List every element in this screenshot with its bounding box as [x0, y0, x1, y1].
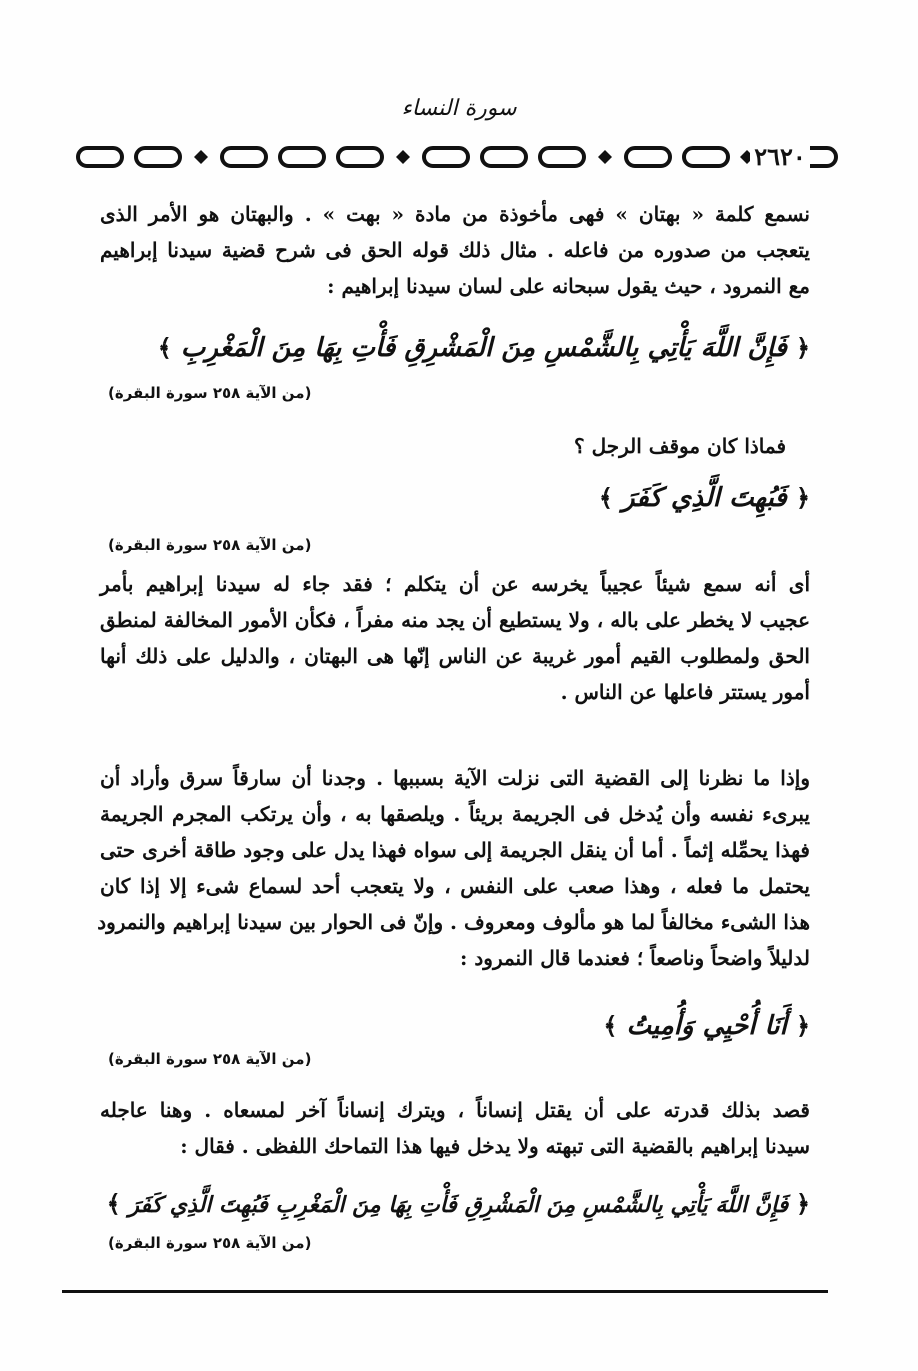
verse-reference: (من الآية ٢٥٨ سورة البقرة)	[108, 384, 312, 402]
text-line: فماذا كان موقف الرجل ؟	[574, 434, 786, 458]
verse-open-bracket: ﴿	[795, 483, 810, 512]
verse-close-bracket: ﴾	[598, 483, 613, 512]
quran-verse-4	[100, 1184, 810, 1225]
verse-close-bracket: ﴾	[106, 1189, 121, 1218]
text-line: لدليلاً واضحاً وناصعاً ؛ فعندما قال النمرود :	[460, 946, 810, 970]
verse-reference: (من الآية ٢٥٨ سورة البقرة)	[108, 536, 312, 554]
verse-reference: (من الآية ٢٥٨ سورة البقرة)	[108, 1234, 312, 1252]
text-line: يبرىء نفسه وأن يُدخل فى الجريمة بريئاً . ويلصقها به ، وأن يرتكب المجرم الجريمة	[100, 802, 810, 826]
paragraph-4	[97, 760, 810, 976]
verse-text: أَنَا أُحْيِي وَأُمِيتُ	[626, 1011, 787, 1041]
footer-divider	[62, 1290, 828, 1293]
text-line: سيدنا إبراهيم بالقضية التى تبهته ولا يدخل فيها هذا التماحك اللفظى . فقال :	[180, 1134, 810, 1158]
verse-reference: (من الآية ٢٥٨ سورة البقرة)	[108, 1050, 312, 1068]
quran-verse-3	[100, 1006, 810, 1046]
verse-close-bracket: ﴾	[157, 333, 172, 362]
verse-text: فَإِنَّ اللَّهَ يَأْتِي بِالشَّمْسِ مِنَ الْمَشْرِقِ فَأْتِ بِهَا مِنَ الْمَغْرِبِ	[180, 333, 787, 363]
text-line: أى أنه سمع شيئاً عجيباً يخرسه عن أن يتكلم ؛ فقد جاء له سيدنا إبراهيم بأمر	[100, 572, 810, 596]
verse-open-bracket: ﴿	[795, 1011, 810, 1040]
text-line: وإذا ما نظرنا إلى القضية التى نزلت الآية بسببها . وجدنا أن سارقاً سرق وأراد أن	[100, 766, 810, 790]
quran-verse-1	[100, 328, 810, 368]
text-line: مع النمرود ، حيث يقول سبحانه على لسان سيدنا إبراهيم :	[327, 274, 810, 298]
verse-open-bracket: ﴿	[795, 1189, 810, 1218]
verse-text: فَإِنَّ اللَّهَ يَأْتِي بِالشَّمْسِ مِنَ الْمَشْرِقِ فَأْتِ بِهَا مِنَ الْمَغْرِبِ فَبُهِتَ الَّذِي كَفَرَ	[128, 1192, 789, 1218]
page-number: ٢٦٢٠	[750, 142, 810, 171]
text-line: هذا الشىء مخالفاً لما هو مألوف ومعروف . وإنّ فى الحوار بين سيدنا إبراهيم والنمرود	[97, 910, 810, 934]
paragraph-3	[100, 566, 810, 710]
text-line: الحق ولمطلوب القيم أمور غريبة عن الناس إنّها هى البهتان ، والدليل على ذلك أنها	[100, 644, 810, 668]
surah-title: سورة النساء	[401, 96, 517, 121]
text-line: قصد بذلك قدرته على أن يقتل إنساناً ، ويترك إنساناً آخر لمسعاه . وهنا عاجله	[100, 1098, 810, 1122]
text-line: يحتمل ما فعله ، وهذا صعب على النفس ، ولا يتعجب أحد لسماع شىء إلا إذا كان	[100, 874, 810, 898]
text-line: فهذا يحمِّله إثماً . أما أن ينقل الجريمة إلى سواه فهذا يدل على وجود طاقة أخرى حتى	[100, 838, 810, 862]
paragraph-1	[100, 196, 810, 304]
text-line: أمور يستتر فاعلها عن الناس .	[560, 680, 810, 704]
verse-open-bracket: ﴿	[795, 333, 810, 362]
ornamental-border	[72, 140, 842, 176]
paragraph-2	[100, 428, 810, 464]
text-line: نسمع كلمة « بهتان » فهى مأخوذة من مادة « بهت » . والبهتان هو الأمر الذى	[100, 202, 810, 226]
text-line: يتعجب من صدوره من فاعله . مثال ذلك قوله الحق فى شرح قضية سيدنا إبراهيم	[100, 238, 811, 262]
quran-verse-2	[100, 478, 810, 518]
paragraph-5	[100, 1092, 810, 1164]
text-line: عجيب لا يخطر على باله ، ولا يستطيع أن يجد منه مفراً ، فكأن الأمور المخالفة لمنطق	[100, 608, 810, 632]
verse-text: فَبُهِتَ الَّذِي كَفَرَ	[621, 483, 787, 513]
verse-close-bracket: ﴾	[603, 1011, 618, 1040]
